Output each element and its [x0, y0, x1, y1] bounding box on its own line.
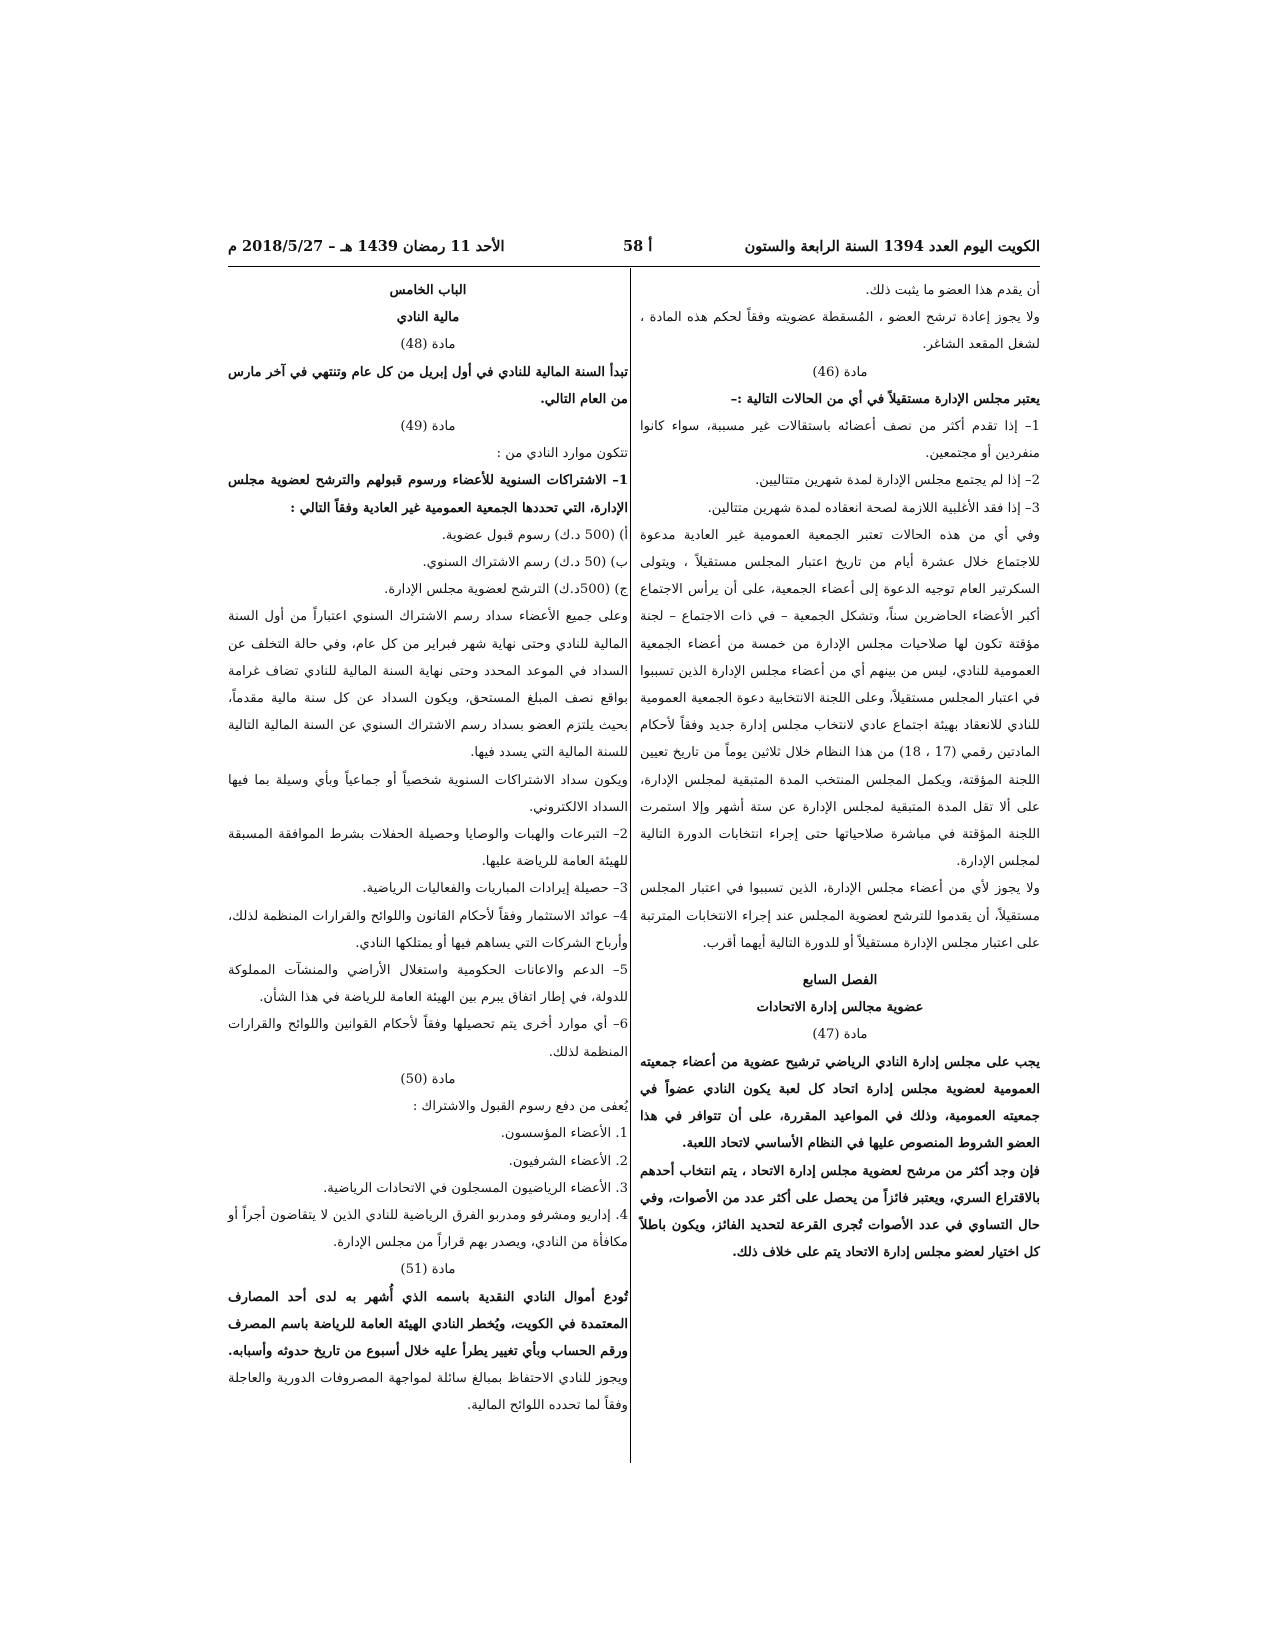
paragraph: تبدأ السنة المالية للنادي في أول إبريل من كل عام وتنتهي في آخر مارس من العام التالي. [228, 364, 628, 407]
list-item: 3. الأعضاء الرياضيون المسجلون في الاتحادات الرياضية. [323, 1180, 628, 1196]
paragraph: فإن وجد أكثر من مرشح لعضوية مجلس إدارة الاتحاد ، يتم انتخاب أحدهم بالاقتراع السري، ويعتبر فائزاً من يحصل على أكثر عدد من الأصوات، وفي حال التساوي في عدد الأصوات تُجرى القرعة لتحديد الفائز، ويكون باطلاً كل اختيار لعضو مجلس إدارة الاتحاد يتم على خلاف ذلك. [640, 1163, 1040, 1261]
header-rule [228, 266, 1040, 267]
chapter-heading: الفصل السابع [802, 973, 878, 989]
article-heading: مادة (47) [812, 1027, 868, 1043]
left-column [228, 277, 628, 1420]
article-heading: مادة (48) [400, 337, 456, 353]
list-item: 1– إذا تقدم أكثر من نصف أعضائه باستقالات غير مسببة، سواء كانوا منفردين أو مجتمعين. [640, 419, 1040, 462]
paragraph: تتكون موارد النادي من : [496, 446, 628, 462]
part-subtitle: مالية النادي [396, 310, 460, 326]
list-item: 2. الأعضاء الشرفيون. [508, 1153, 628, 1169]
list-item: 2– إذا لم يجتمع مجلس الإدارة لمدة شهرين متتاليين. [755, 473, 1040, 489]
list-item: 5– الدعم والاعانات الحكومية واستغلال الأراضي والمنشآت المملوكة للدولة، في إطار اتفاق يبرم بين الهيئة العامة للرياضة في هذا الشأن. [228, 963, 628, 1006]
paragraph: يُعفى من دفع رسوم القبول والاشتراك : [412, 1099, 628, 1115]
page-header [228, 238, 1040, 262]
list-item: 1. الأعضاء المؤسسون. [500, 1126, 628, 1142]
paragraph: وفي أي من هذه الحالات تعتبر الجمعية العمومية غير العادية مدعوة للاجتماع خلال عشرة أيام من تاريخ اعتبار المجلس مستقيلاً ، ويتولى السكرتير العام توجيه الدعوة إلى أعضاء الجمعية، على أن يرأس الاجتماع أكبر الأعضاء الحاضرين سناً، وتشكل الجمعية – في ذات الاجتماع – لجنة مؤقتة تكون لها صلاحيات مجلس الإدارة من خمسة من أعضاء الجمعية العمومية للنادي، ليس من بينهم أي من أعضاء مجلس الإدارة الذين تسببوا في اعتبار المجلس مستقيلاً، وعلى اللجنة الانتخابية دعوة الجمعية العمومية للنادي للانعقاد بهيئة اجتماع عادي لانتخاب مجلس إدارة جديد وفقاً لأحكام المادتين رقمي (17 ، 18) من هذا النظام خلال ثلاثين يوماً من تاريخ تعيين اللجنة المؤقتة، ويكمل المجلس المنتخب المدة المتبقية لمجلس الإدارة، على ألا تقل المدة المتبقية لمجلس الإدارة عن ستة أشهر وإلا استمرت اللجنة المؤقتة في مباشرة صلاحياتها حتى إجراء انتخابات الدورة التالية لمجلس الإدارة. [640, 527, 1041, 870]
article-heading: مادة (49) [400, 419, 456, 435]
list-item: 3– إذا فقد الأغلبية اللازمة لصحة انعقاده لمدة شهرين متتالين. [707, 500, 1040, 516]
list-item: 2– التبرعات والهبات والوصايا وحصيلة الحفلات بشرط الموافقة المسبقة للهيئة العامة للرياضة عليها. [228, 827, 628, 870]
page-number: أ 58 [623, 238, 653, 255]
list-item: أ) (500 د.ك) رسوم قبول عضوية. [441, 527, 628, 543]
list-item: 6– أي موارد أخرى يتم تحصيلها وفقاً لأحكام القوانين واللوائح والقرارات المنظمة لذلك. [228, 1017, 628, 1060]
list-item: 4– عوائد الاستثمار وفقاً لأحكام القانون واللوائح والقرارات المنظمة لذلك، وأرباح الشركات التي يساهم فيها أو يمتلكها النادي. [228, 908, 628, 951]
paragraph: تُودع أموال النادي النقدية باسمه الذي أُشهر به لدى أحد المصارف المعتمدة في الكويت، ويُخطر النادي الهيئة العامة للرياضة باسم المصرف ورقم الحساب وبأي تغيير يطرأ عليه خلال أسبوع من تاريخ حدوثه وأسبابه. [228, 1289, 628, 1359]
list-item: 4. إداريو ومشرفو ومدربو الفرق الرياضية للنادي الذين لا يتقاضون أجراً أو مكافأة من النادي، ويصدر بهم قراراً من مجلس الإدارة. [228, 1207, 628, 1251]
paragraph: ولا يجوز إعادة ترشح العضو ، المُسقطة عضويته وفقاً لحكم هذه المادة ، لشغل المقعد الشاغر. [640, 310, 1040, 353]
paragraph: يعتبر مجلس الإدارة مستقيلاً في أي من الحالات التالية :– [730, 391, 1040, 407]
paragraph: ويجوز للنادي الاحتفاظ بمبالغ سائلة لمواجهة المصروفات الدورية والعاجلة وفقاً لما تحدده اللوائح المالية. [228, 1371, 628, 1414]
paragraph: ويكون سداد الاشتراكات السنوية شخصياً أو جماعياً وبأي وسيلة بما فيها السداد الالكتروني. [228, 772, 628, 815]
gazette-issue: الكويت اليوم العدد 1394 السنة الرابعة والستون [744, 238, 1040, 255]
article-heading: مادة (50) [400, 1071, 456, 1087]
right-column [640, 277, 1040, 1266]
list-item: 3– حصيلة إيرادات المباريات والفعاليات الرياضية. [362, 881, 628, 897]
part-heading: الباب الخامس [389, 283, 467, 298]
paragraph: أن يقدم هذا العضو ما يثبت ذلك. [865, 283, 1040, 298]
paragraph: ولا يجوز لأي من أعضاء مجلس الإدارة، الذين تسببوا في اعتبار المجلس مستقيلاً، أن يقدموا للترشح لعضوية المجلس عند إجراء الانتخابات المترتبة على اعتبار مجلس الإدارة مستقيلاً أو للدورة التالية أيهما أقرب. [640, 881, 1040, 951]
list-item: 1– الاشتراكات السنوية للأعضاء ورسوم قبولهم والترشح لعضوية مجلس الإدارة، التي تحددها الجمعية العمومية غير العادية وفقاً التالي : [228, 473, 628, 516]
article-heading: مادة (51) [400, 1262, 456, 1278]
list-item: ج) (500د.ك) الترشح لعضوية مجلس الإدارة. [384, 582, 628, 598]
paragraph: يجب على مجلس إدارة النادي الرياضي ترشيح عضوية من أعضاء جمعيته العمومية لعضوية مجلس إدارة اتحاد كل لعبة يكون النادي عضواً في جمعيته العمومية، وذلك في المواعيد المقررة، على أن تتوافر في هذا العضو الشروط المنصوص عليها في النظام الأساسي لاتحاد اللعبة. [640, 1054, 1040, 1152]
paragraph: وعلى جميع الأعضاء سداد رسم الاشتراك السنوي اعتباراً من أول السنة المالية للنادي وحتى نهاية شهر فبراير من كل عام، وفي حالة التخلف عن السداد في الموعد المحدد وحتى نهاية السنة المالية للنادي تضاف غرامة بواقع نصف المبلغ المستحق، ويكون السداد عن كل سنة مالية مقدماً، بحيث يلتزم العضو بسداد رسم الاشتراك السنوي عن السنة المالية التالية للسنة المالية التي يسدد فيها. [228, 609, 628, 761]
chapter-subtitle: عضوية مجالس إدارة الاتحادات [756, 1000, 924, 1016]
issue-date: الأحد 11 رمضان 1439 هـ – 2018/5/27 م [228, 238, 505, 255]
column-divider [630, 268, 631, 1463]
article-heading: مادة (46) [812, 364, 868, 380]
list-item: ب) (50 د.ك) رسم الاشتراك السنوي. [422, 555, 628, 571]
